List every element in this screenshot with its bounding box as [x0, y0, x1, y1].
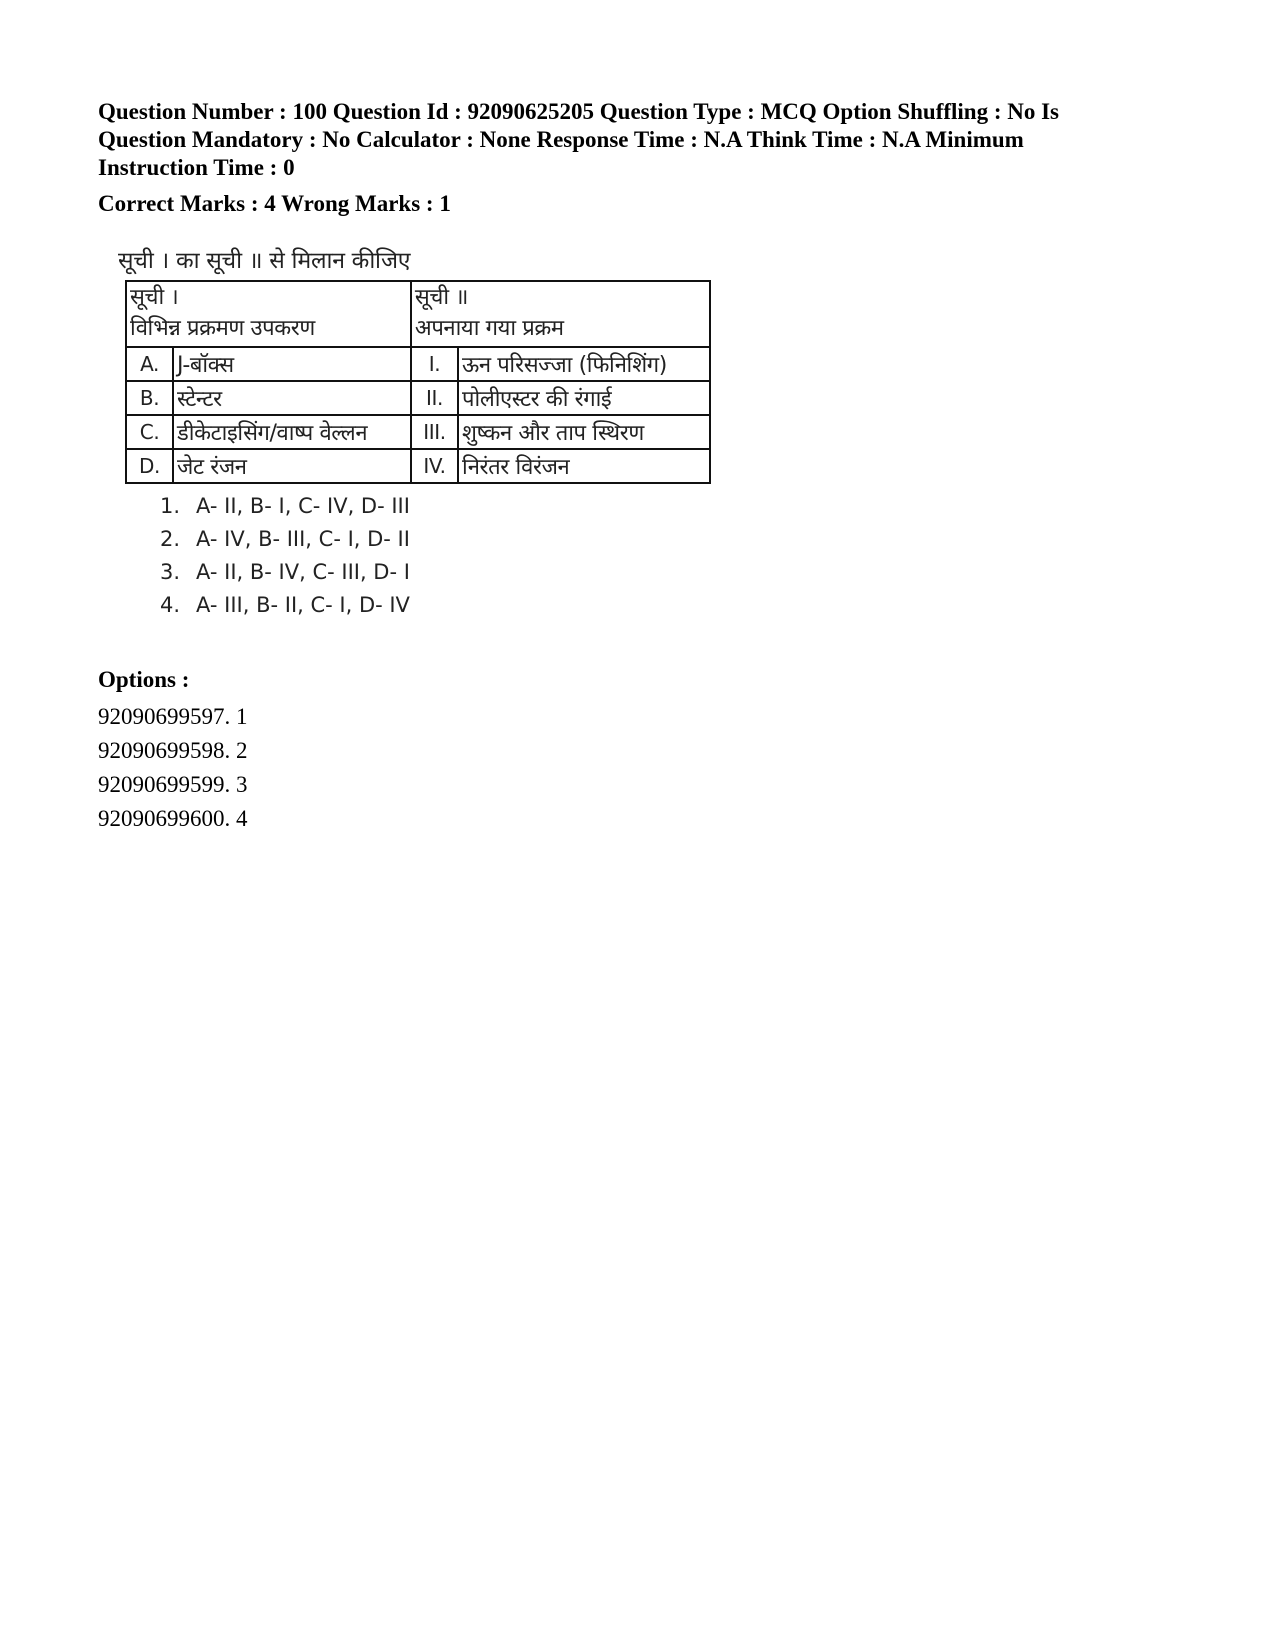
list-item — [160, 523, 718, 556]
list-1-heading: सूची । — [130, 285, 179, 310]
table-row — [126, 381, 710, 415]
option-item: 92090699598. 2 — [98, 738, 248, 763]
choice-text: A- II, B- I, C- IV, D- III — [196, 494, 410, 518]
list-2-item: शुष्कन और ताप स्थिरण — [458, 415, 710, 449]
question-header — [98, 98, 1198, 182]
choice-number: 3. — [160, 560, 181, 584]
marks-info: Correct Marks : 4 Wrong Marks : 1 — [98, 191, 451, 216]
table-row — [126, 347, 710, 381]
choice-number: 2. — [160, 527, 181, 551]
question-body — [118, 246, 718, 622]
list-2-subheading: अपनाया गया प्रक्रम — [414, 316, 564, 341]
list-2-item: पोलीएस्टर की रंगाई — [458, 381, 710, 415]
list-1-item: J-बॉक्स — [173, 347, 411, 381]
choice-text: A- III, B- II, C- I, D- IV — [196, 593, 410, 617]
list-1-item: डीकेटाइसिंग/वाष्प वेल्लन — [173, 415, 411, 449]
header-line-2: Question Mandatory : No Calculator : None Response Time : N.A Think Time : N.A Minimum — [98, 127, 1024, 152]
question-title: सूची । का सूची ॥ से मिलान कीजिए — [118, 248, 411, 274]
options-list — [98, 700, 248, 836]
list-1-code: C. — [126, 415, 173, 449]
list-1-subheading: विभिन्न प्रक्रमण उपकरण — [130, 316, 315, 341]
list-item — [160, 589, 718, 622]
table-header-row — [126, 281, 710, 347]
list-2-header — [411, 281, 710, 347]
list-item — [160, 556, 718, 589]
option-item: 92090699600. 4 — [98, 806, 248, 831]
list-2-code: II. — [411, 381, 458, 415]
list-item — [160, 490, 718, 523]
header-line-3: Instruction Time : 0 — [98, 155, 295, 180]
option-item: 92090699599. 3 — [98, 772, 248, 797]
choice-number: 4. — [160, 593, 181, 617]
list-1-header — [126, 281, 411, 347]
table-row — [126, 415, 710, 449]
list-1-code: A. — [126, 347, 173, 381]
list-2-code: IV. — [411, 449, 458, 483]
option-item: 92090699597. 1 — [98, 704, 248, 729]
options-label: Options : — [98, 667, 190, 692]
list-1-code: D. — [126, 449, 173, 483]
answer-choices — [118, 490, 718, 622]
choice-text: A- IV, B- III, C- I, D- II — [196, 527, 410, 551]
choice-text: A- II, B- IV, C- III, D- I — [196, 560, 410, 584]
table-row — [126, 449, 710, 483]
list-1-code: B. — [126, 381, 173, 415]
list-2-code: III. — [411, 415, 458, 449]
list-2-item: ऊन परिसज्जा (फिनिशिंग) — [458, 347, 710, 381]
list-1-item: स्टेन्टर — [173, 381, 411, 415]
list-2-heading: सूची ॥ — [414, 285, 469, 310]
list-2-item: निरंतर विरंजन — [458, 449, 710, 483]
matching-table — [125, 280, 711, 484]
list-1-item: जेट रंजन — [173, 449, 411, 483]
choice-number: 1. — [160, 494, 181, 518]
list-2-code: I. — [411, 347, 458, 381]
header-line-1: Question Number : 100 Question Id : 92090625205 Question Type : MCQ Option Shuffling : No Is — [98, 99, 1060, 124]
